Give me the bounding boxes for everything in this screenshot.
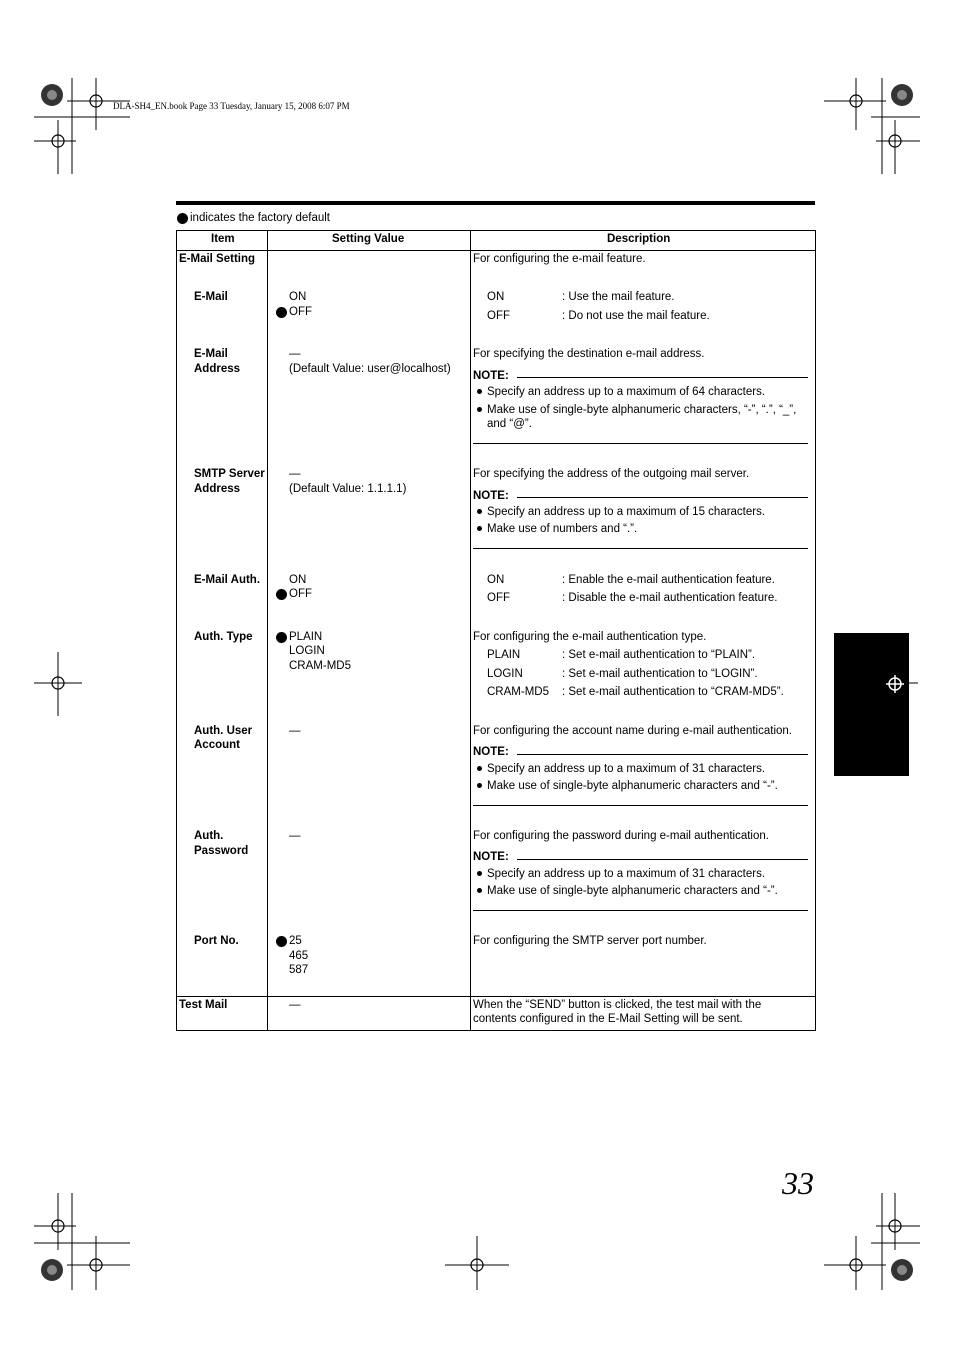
item-email-auth: E-Mail Auth. xyxy=(194,574,261,586)
desc-text: For configuring the SMTP server port number. xyxy=(473,935,707,947)
value-default: (Default Value: user@localhost) xyxy=(289,363,451,375)
note-label: NOTE: xyxy=(473,746,509,758)
factory-default-dot-icon xyxy=(276,589,287,600)
value-dash: — xyxy=(289,830,301,842)
value-dash: — xyxy=(289,999,301,1011)
item-email-setting: E-Mail Setting xyxy=(179,253,256,265)
chapter-tab xyxy=(834,633,909,776)
legend-text: indicates the factory default xyxy=(190,212,330,224)
print-header: DLA-SH4_EN.book Page 33 Tuesday, January 15, 2008 6:07 PM xyxy=(113,101,350,111)
value-dash: — xyxy=(289,468,301,480)
note-item: Specify an address up to a maximum of 15 characters. xyxy=(487,506,766,518)
desc-email-setting: For configuring the e-mail feature. xyxy=(473,253,646,265)
desc-text: For configuring the account name during e-mail authentication. xyxy=(473,725,792,737)
bullet-icon xyxy=(477,407,482,412)
desc-value: : Set e-mail authentication to “LOGIN”. xyxy=(562,668,758,680)
item-smtp-2: Address xyxy=(194,483,241,495)
column-header-item: Item xyxy=(211,233,235,245)
top-rule xyxy=(176,201,815,205)
crosshair-icon xyxy=(886,675,904,693)
item-email-address: E-Mail xyxy=(194,348,228,360)
value-plain: PLAIN xyxy=(289,631,323,643)
item-smtp: SMTP Server xyxy=(194,468,265,480)
note-label: NOTE: xyxy=(473,490,509,502)
column-header-setting: Setting Value xyxy=(332,233,405,245)
desc-key: OFF xyxy=(487,592,510,604)
desc-value: : Disable the e-mail authentication feature. xyxy=(562,592,778,604)
note-item: Make use of single-byte alphanumeric characters and “-”. xyxy=(487,885,778,897)
item-auth-password-2: Password xyxy=(194,845,249,857)
desc-key: ON xyxy=(487,574,505,586)
column-header-description: Description xyxy=(607,233,671,245)
note-item: Make use of single-byte alphanumeric characters, “-”, “.”, “_”, xyxy=(487,404,797,416)
desc-key: CRAM-MD5 xyxy=(487,686,549,698)
desc-text: For configuring the e-mail authentication type. xyxy=(473,631,707,643)
factory-default-dot-icon xyxy=(177,213,188,224)
note-item: Specify an address up to a maximum of 31 characters. xyxy=(487,868,766,880)
note-end-rule xyxy=(473,443,808,444)
desc-key: ON xyxy=(487,291,505,303)
bullet-icon xyxy=(477,766,482,771)
factory-default-dot-icon xyxy=(276,307,287,318)
desc-text: For specifying the address of the outgoing mail server. xyxy=(473,468,750,480)
bullet-icon xyxy=(477,389,482,394)
value-on: ON xyxy=(289,291,307,303)
desc-text: For configuring the password during e-mail authentication. xyxy=(473,830,769,842)
factory-default-dot-icon xyxy=(276,632,287,643)
note-label: NOTE: xyxy=(473,370,509,382)
note-label: NOTE: xyxy=(473,851,509,863)
value-off: OFF xyxy=(289,306,312,318)
value-off: OFF xyxy=(289,588,312,600)
note-item: Make use of single-byte alphanumeric characters and “-”. xyxy=(487,780,778,792)
value-default: (Default Value: 1.1.1.1) xyxy=(289,483,407,495)
desc-value: : Set e-mail authentication to “CRAM-MD5”. xyxy=(562,686,784,698)
bullet-icon xyxy=(477,509,482,514)
note-item: Make use of numbers and “.”. xyxy=(487,523,638,535)
desc-key: PLAIN xyxy=(487,649,521,661)
desc-key: LOGIN xyxy=(487,668,523,680)
note-end-rule xyxy=(473,548,808,549)
value-port-465: 465 xyxy=(289,950,309,962)
desc-text: For specifying the destination e-mail address. xyxy=(473,348,705,360)
bullet-icon xyxy=(477,783,482,788)
desc-value: : Set e-mail authentication to “PLAIN”. xyxy=(562,649,756,661)
value-port-587: 587 xyxy=(289,964,309,976)
note-rule xyxy=(517,497,808,498)
bullet-icon xyxy=(477,526,482,531)
desc-value: : Use the mail feature. xyxy=(562,291,675,303)
note-rule xyxy=(517,377,808,378)
note-end-rule xyxy=(473,910,808,911)
desc-text-2: contents configured in the E-Mail Setting will be sent. xyxy=(473,1013,743,1025)
item-email-address-2: Address xyxy=(194,363,241,375)
bullet-icon xyxy=(477,888,482,893)
note-item-cont: and “@”. xyxy=(487,418,532,430)
desc-value: : Do not use the mail feature. xyxy=(562,310,710,322)
page-number: 33 xyxy=(782,1165,814,1201)
value-cram: CRAM-MD5 xyxy=(289,660,351,672)
item-test-mail: Test Mail xyxy=(179,999,228,1011)
item-email: E-Mail xyxy=(194,291,228,303)
item-port: Port No. xyxy=(194,935,239,947)
desc-value: : Enable the e-mail authentication feature. xyxy=(562,574,775,586)
note-end-rule xyxy=(473,805,808,806)
desc-key: OFF xyxy=(487,310,510,322)
value-dash: — xyxy=(289,725,301,737)
note-item: Specify an address up to a maximum of 31 characters. xyxy=(487,763,766,775)
value-on: ON xyxy=(289,574,307,586)
item-auth-user-2: Account xyxy=(194,739,240,751)
value-port-25: 25 xyxy=(289,935,302,947)
bullet-icon xyxy=(477,871,482,876)
value-dash: — xyxy=(289,348,301,360)
note-rule xyxy=(517,859,808,860)
item-auth-password: Auth. xyxy=(194,830,224,842)
desc-text: When the “SEND” button is clicked, the test mail with the xyxy=(473,999,762,1011)
item-auth-type: Auth. Type xyxy=(194,631,253,643)
value-login: LOGIN xyxy=(289,645,325,657)
note-rule xyxy=(517,754,808,755)
factory-default-dot-icon xyxy=(276,936,287,947)
item-auth-user: Auth. User xyxy=(194,725,253,737)
note-item: Specify an address up to a maximum of 64 characters. xyxy=(487,386,766,398)
